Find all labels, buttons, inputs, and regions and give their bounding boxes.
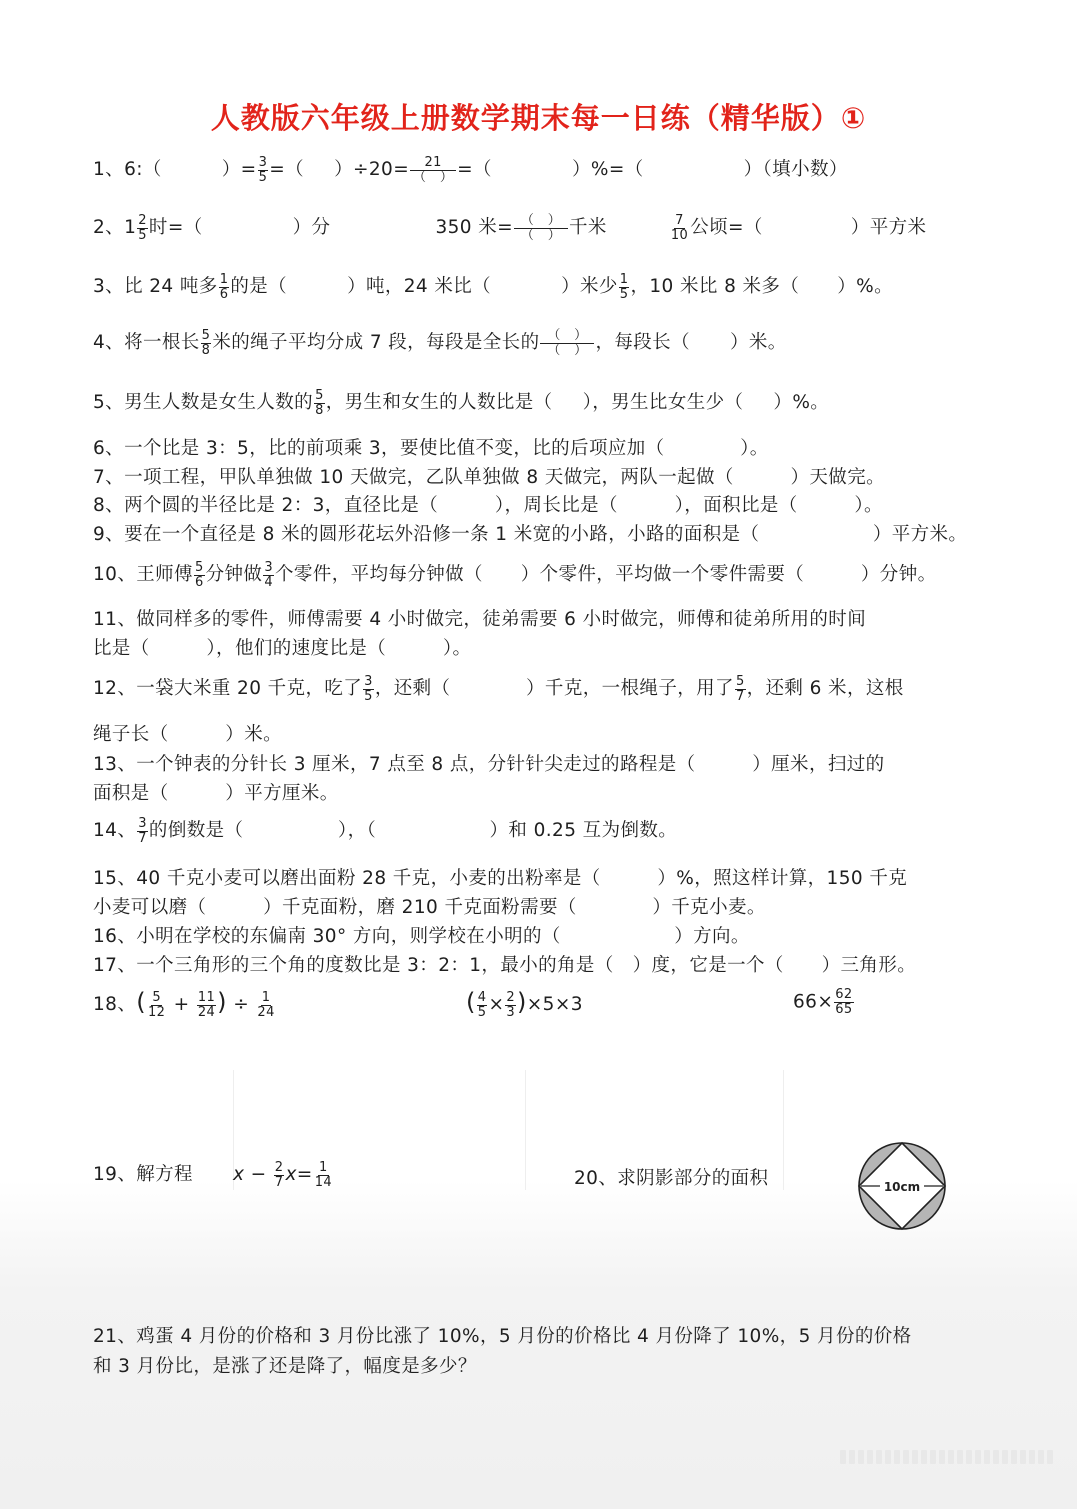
fraction-denominator: 7 [735, 688, 745, 704]
question-19 [93, 1160, 334, 1190]
q19-var: x [232, 1164, 245, 1185]
fraction-numerator: 5 [201, 327, 211, 343]
q3-text-c: ）吨，24 米比（ [347, 276, 492, 297]
shaded-area-figure [856, 1140, 948, 1232]
q5-text-b: ，男生和女生的人数比是（ [325, 392, 553, 413]
question-8: 8、两个圆的半径比是 2：3，直径比是（ ），周长比是（ ），面积比是（ ）。 [93, 495, 883, 516]
fraction-denominator: 7 [138, 830, 147, 846]
fraction-numerator: 2 [138, 212, 147, 228]
q14-fraction [137, 817, 148, 846]
question-13-line-1: 13、一个钟表的分针长 3 厘米，7 点至 8 点，分针针尖走过的路程是（ ）厘米，扫过的 [93, 754, 885, 775]
fraction-denominator: 6 [219, 286, 229, 302]
q2-text-d: 350 米= [435, 217, 514, 238]
fraction-denominator: （ ） [547, 342, 588, 358]
fraction-denominator: 6 [194, 574, 204, 590]
page-title: 人教版六年级上册数学期末每一日练（精华版）① [210, 101, 867, 135]
q19-minus: − [250, 1164, 267, 1185]
q18-e2-tail: ×5×3 [526, 994, 583, 1015]
q3-fraction-1 [219, 273, 230, 302]
q19-fraction-rhs [314, 1161, 333, 1190]
question-18-expr-3 [793, 988, 855, 1017]
q2-text-c: ）分 [292, 217, 331, 238]
q1-fraction-2 [410, 156, 456, 185]
question-5 [93, 388, 829, 418]
question-4 [93, 328, 787, 358]
fraction-numerator: 1 [319, 1159, 328, 1175]
fraction-denominator: 8 [315, 402, 324, 418]
q18-e3-fraction [834, 988, 853, 1017]
q18-e1-fraction-1 [147, 991, 166, 1020]
q2-text-b: 时=（ [148, 217, 203, 238]
question-1 [93, 155, 848, 185]
q4-text-b: 米的绳子平均分成 7 段，每段是全长的 [212, 332, 540, 353]
question-12 [93, 674, 904, 704]
question-18-expr-2: ( $\frac{4}{5}$ × $\frac{2}{3}$ )×5×3 [466, 988, 583, 1020]
question-6: 6、一个比是 3：5，比的前项乘 3，要使比值不变，比的后项应加（ ）。 [93, 438, 769, 459]
fraction-denominator: 5 [258, 169, 268, 185]
fraction-numerator: 7 [675, 212, 684, 228]
q10-fraction-2 [263, 561, 274, 590]
question-12-line-2: 绳子长（ ）米。 [93, 724, 283, 745]
question-10 [93, 560, 937, 590]
q12-text-b: ，还剩（ ）千克，一根绳子，用了 [374, 678, 734, 699]
question-2 [93, 213, 926, 243]
fraction-numerator: 21 [410, 156, 456, 171]
q3-text-f: ）%。 [837, 276, 894, 297]
q2-mixed-fraction [137, 214, 148, 243]
fraction-denominator: 65 [835, 1002, 853, 1017]
fraction-numerator: 5 [152, 989, 162, 1005]
question-18-expr-1: 18、( $\frac{5}{12}$ + $\frac{11}{24}$ ) ÷ $\frac{1}{24}$ [93, 988, 275, 1020]
q18-label: 18、 [93, 994, 137, 1015]
fraction-denominator: 5 [138, 227, 147, 243]
q1-text-c: =（ [269, 159, 305, 180]
question-20: 20、求阴影部分的面积 [574, 1168, 769, 1189]
fraction-denominator: （ ） [520, 227, 562, 243]
q19-var-eq: x= [285, 1164, 313, 1185]
q18-e1-fraction-2 [197, 991, 216, 1020]
q3-text-b: 的是（ [230, 276, 288, 297]
fraction-numerator: 3 [258, 154, 268, 170]
q14-text-b: 的倒数是（ ），（ ）和 0.25 互为倒数。 [148, 820, 678, 841]
q1-text-a: 1、6:（ [93, 159, 162, 180]
fraction-numerator: 1 [219, 271, 229, 287]
fraction-numerator: 1 [261, 989, 271, 1005]
fraction-numerator: 5 [194, 559, 204, 575]
q12-text-c: ，还剩 6 米，这根 [746, 678, 904, 699]
fraction-denominator: 5 [619, 286, 629, 302]
q1-text-f: ）%=（ [571, 159, 644, 180]
fraction-numerator: 3 [138, 815, 147, 831]
q1-fraction-1 [258, 156, 269, 185]
fraction-numerator: 11 [197, 989, 216, 1005]
q4-text-c: ，每段长（ [595, 332, 690, 353]
q12-fraction-2 [735, 675, 746, 704]
q18-e1-fraction-3 [256, 991, 275, 1020]
fraction-denominator: 8 [201, 342, 211, 358]
question-3 [93, 272, 893, 302]
q12-text-a: 12、一袋大米重 20 千克，吃了 [93, 678, 363, 699]
q18-e3-lead: 66× [793, 991, 834, 1013]
fraction-denominator: 24 [197, 1004, 216, 1020]
fraction-numerator: 3 [264, 559, 273, 575]
q19-label: 19、解方程 [93, 1164, 193, 1185]
q2-text-e: 千米 [569, 217, 607, 238]
question-13-line-2: 面积是（ ）平方厘米。 [93, 783, 339, 804]
fraction-denominator: 7 [274, 1174, 284, 1190]
q3-text-d: ）米少 [561, 276, 618, 297]
fraction-denominator: 10 [670, 227, 689, 243]
fraction-numerator: 2 [274, 1159, 284, 1175]
q2-text-i: ）平方米 [850, 217, 927, 238]
q4-text-a: 4、将一根长 [93, 332, 200, 353]
question-17: 17、一个三角形的三个角的度数比是 3：2：1，最小的角是（ ）度，它是一个（ ）三角形。 [93, 955, 917, 976]
q10-text-a: 10、王师傅 [93, 564, 193, 585]
fraction-numerator: （ ） [540, 329, 594, 344]
q2-text-a: 2、1 [93, 217, 137, 238]
q2-fraction-hectare [670, 214, 689, 243]
question-16: 16、小明在学校的东偏南 30° 方向，则学校在小明的（ ）方向。 [93, 926, 750, 947]
watermark-strip [840, 1449, 1056, 1465]
question-15-line-2: 小麦可以磨（ ）千克面粉，磨 210 千克面粉需要（ ）千克小麦。 [93, 897, 766, 918]
fraction-denominator: 5 [364, 688, 373, 704]
question-14 [93, 816, 677, 846]
q1-text-e: =（ [457, 159, 492, 180]
q1-text-d: ）÷20= [334, 159, 410, 180]
fraction-denominator: 24 [257, 1004, 275, 1020]
q3-fraction-2 [619, 273, 630, 302]
fraction-denominator: 4 [264, 574, 273, 590]
fraction-denominator: 12 [148, 1004, 166, 1020]
q2-fraction-km [514, 214, 568, 243]
question-11-line-1: 11、做同样多的零件，师傅需要 4 小时做完，徒弟需要 6 小时做完，师傅和徒弟所用的时间 [93, 609, 867, 630]
question-21-line-2: 和 3 月份比，是涨了还是降了，幅度是多少？ [93, 1356, 477, 1377]
fraction-numerator: 62 [835, 987, 853, 1002]
q4-text-d: ）米。 [730, 332, 787, 353]
fraction-denominator: （ ） [413, 169, 454, 185]
fraction-numerator: 1 [619, 271, 629, 287]
q3-text-a: 3、比 24 吨多 [93, 276, 218, 297]
question-9: 9、要在一个直径是 8 米的圆形花坛外沿修一条 1 米宽的小路，小路的面积是（ ）平方米。 [93, 524, 968, 545]
question-21-line-1: 21、鸡蛋 4 月份的价格和 3 月份比涨了 10%，5 月份的价格比 4 月份降了 10%，5 月份的价格 [93, 1326, 912, 1347]
q18-e2-fraction-2 [505, 991, 516, 1020]
fraction-numerator: 4 [477, 989, 487, 1005]
q1-text-g: ）（填小数） [743, 159, 848, 180]
question-15-line-1: 15、40 千克小麦可以磨出面粉 28 千克，小麦的出粉率是（ ）%，照这样计算，150 千克 [93, 868, 908, 889]
fraction-numerator: 5 [735, 673, 745, 689]
fraction-denominator: 3 [506, 1004, 516, 1020]
q1-text-b: ）= [221, 159, 257, 180]
q5-text-a: 5、男生人数是女生人数的 [93, 392, 314, 413]
fraction-denominator: 14 [314, 1174, 333, 1190]
fraction-numerator: 3 [364, 673, 373, 689]
q19-fraction-coef [274, 1161, 285, 1190]
q18-e2-fraction-1 [477, 991, 488, 1020]
q10-text-b: 分钟做 [205, 564, 263, 585]
q10-fraction-1 [194, 561, 205, 590]
q3-text-e: ，10 米比 8 米多（ [630, 276, 800, 297]
q5-fraction [314, 389, 325, 418]
question-7: 7、一项工程，甲队单独做 10 天做完，乙队单独做 8 天做完，两队一起做（ ）天做完。 [93, 467, 886, 488]
q2-text-h: 公顷=（ [690, 217, 763, 238]
q5-text-d: ）%。 [773, 392, 830, 413]
q14-text-a: 14、 [93, 820, 137, 841]
fraction-numerator: 5 [315, 387, 324, 403]
q5-text-c: ），男生比女生少（ [582, 392, 744, 413]
fraction-numerator: 2 [506, 989, 516, 1005]
q4-fraction-1 [201, 329, 212, 358]
q10-text-c: 个零件，平均每分钟做（ ）个零件，平均做一个零件需要（ ）分钟。 [275, 564, 937, 585]
q4-fraction-2 [540, 329, 594, 358]
fraction-denominator: 5 [477, 1004, 487, 1020]
q12-fraction-1 [363, 675, 374, 704]
dimension-label: 10cm [883, 1180, 921, 1194]
question-11-line-2: 比是（ ），他们的速度比是（ ）。 [93, 638, 472, 659]
fraction-numerator: （ ） [514, 214, 568, 229]
